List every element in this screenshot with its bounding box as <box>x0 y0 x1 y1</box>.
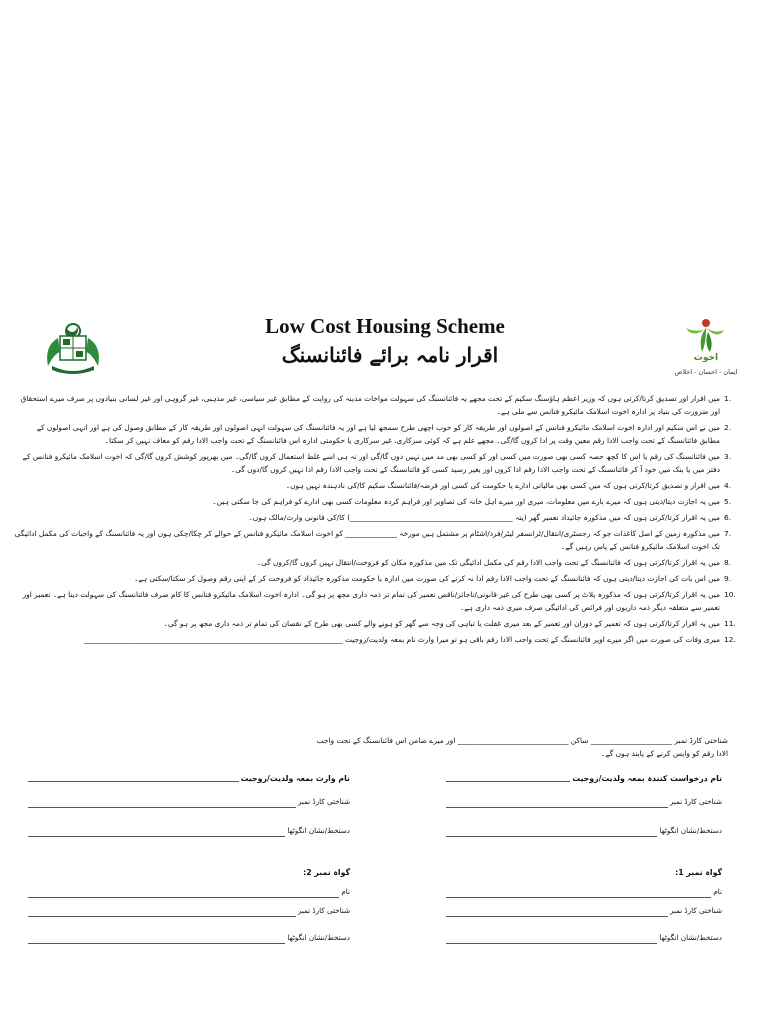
witness1-heading: گواہ نمبر 1: <box>675 868 722 877</box>
heir-signature-block <box>28 772 350 849</box>
clause-item <box>14 633 746 646</box>
clause-item <box>14 617 746 630</box>
applicant-cnic-field[interactable] <box>446 798 668 808</box>
clause-number: 10. <box>724 590 736 599</box>
witness1-cnic-label: شناختی کارڈ نمبر <box>669 906 722 915</box>
applicant-heading: نام درخواست کنندہ بمعہ ولدیت/زوجیت <box>572 774 722 783</box>
witness2-heading: گواہ نمبر 2: <box>303 868 350 877</box>
witness1-cnic-field[interactable] <box>446 907 668 917</box>
witness1-name-label: نام <box>713 887 722 896</box>
clause-number: 11. <box>724 619 736 628</box>
clause-text: میں یہ اقرار کرتا/کرتی ہوں کہ مذکورہ پلاٹ پر کسی بھی طرح کی غیر قانونی/ناجائز/ناقص تعمیر کی تمام تر ذمہ داری مجھ پر ہو گی۔ ادارہ اخوت اسلامک مائیکرو فنانس کا کام صرف فائنانسنگ کی سہولت دینا ہے۔ تعمیر اور تعمیر سے متعلقہ دیگر ذمہ داریوں اور فرائض کی ادائیگی صرف میری ذمہ داری ہے۔ <box>22 590 720 612</box>
heir-cnic-label: شناختی کارڈ نمبر <box>297 797 350 806</box>
clause-item <box>14 421 746 447</box>
heir-sign-field[interactable] <box>28 827 285 837</box>
clause-text: میں اقرار و تصدیق کرتا/کرتی ہوں کہ میں کسی بھی مالیاتی ادارے یا حکومت کی کسی اور قرضہ/فائنانسنگ سکیم کا/کی نادہندہ نہیں ہوں۔ <box>285 481 720 490</box>
clause-number: 9. <box>724 574 732 583</box>
clause-number: 5. <box>724 497 732 506</box>
clause-item <box>14 511 746 524</box>
clause-text: میں نے اس سکیم اور ادارہ اخوت اسلامک مائیکرو فنانس کے اصولوں اور طریقہ کار کو خوب اچھی طرح سمجھ لیا ہے اور یہ فائنانسنگ کی سہولت انہی اصولوں اور طریقہ کار کے مطابق وصول کی ہے اور انہی اصولوں کے مطابق فائنانسنگ کے تحت واجب الادا رقم معین وقت پر ادا کروں گا/گی۔ مجھے علم ہے کہ کوئی سرکاری، غیر سرکاری یا حکومتی ادارہ اس فائنانسنگ کے تحت واجب الادا رقم کو معاف نہیں کر سکتا۔ <box>36 423 720 445</box>
clause-item <box>14 556 746 569</box>
clause-text: میں یہ اقرار کرتا/کرتی ہوں کہ میں مذکورہ جائیداد تعمیر گھر (پتہ ____________________________________________) کا/کی قانونی وارث/مالک ہوں۔ <box>248 513 720 522</box>
clause-number: 6. <box>724 513 732 522</box>
witness1-name-field[interactable] <box>446 888 711 898</box>
clause-number: 8. <box>724 558 732 567</box>
clause-text: میری وفات کی صورت میں اگر میرے اوپر فائنانسنگ کے تحت واجب الادا رقم باقی ہو تو میرا وارث نام بمعہ ولدیت/زوجیت ______________________________________________________________________ <box>84 635 720 644</box>
heir-name-field[interactable] <box>28 772 239 782</box>
page-subtitle: اقرار نامہ برائے فائنانسنگ <box>281 343 499 367</box>
witness2-name-field[interactable] <box>28 888 339 898</box>
witness2-cnic-field[interactable] <box>28 907 296 917</box>
witness1-sign-field[interactable] <box>446 934 657 944</box>
witness1-signature-block <box>446 866 722 956</box>
applicant-sign-field[interactable] <box>446 827 657 837</box>
heir-heading: نام وارث بمعہ ولدیت/زوجیت <box>240 774 350 783</box>
witness2-cnic-label: شناختی کارڈ نمبر <box>297 906 350 915</box>
witness2-sign-field[interactable] <box>28 934 285 944</box>
clause-list <box>14 392 746 649</box>
government-emblem-icon <box>38 318 108 376</box>
clause-text: میں اس بات کی اجازت دیتا/دیتی ہوں کہ فائنانسنگ کے تحت واجب الادا رقم ادا نہ کرنے کی صورت میں ادارہ یا حکومت مذکورہ جائیداد کو فروخت کر کے اپنی رقم وصول کر سکتا/سکتی ہے۔ <box>134 574 720 583</box>
akhuwat-logo <box>666 316 746 384</box>
clause-text: میں اقرار اور تصدیق کرتا/کرتی ہوں کہ وزیر اعظم ہاؤسنگ سکیم کے تحت مجھے یہ فائنانسنگ کی سہولت مواخات مدینہ کی روایت کے مطابق غیر سیاسی، غیر مذہبی، غیر گروہی اور غیر لسانی بنیادوں پر صرف میرے استحقاق اور ضرورت کی بنیاد پر ادارہ اخوت اسلامک مائیکرو فنانس سے ملی ہے۔ <box>20 394 720 416</box>
applicant-sign-label: دستخط/نشان انگوٹھا <box>659 826 722 835</box>
clause-item <box>14 572 746 585</box>
witness2-name-label: نام <box>341 887 350 896</box>
continuation-line: شناختی کارڈ نمبر ______________________ ساکن ______________________________ اور میرے ضامن اس فائنانسنگ کے تحت واجب <box>316 736 728 745</box>
heir-cnic-field[interactable] <box>28 798 296 808</box>
applicant-cnic-label: شناختی کارڈ نمبر <box>669 797 722 806</box>
clause-item <box>14 527 746 553</box>
clause-item <box>14 392 746 418</box>
clause-number: 1. <box>724 394 732 403</box>
clause-text: میں یہ اجازت دیتا/دیتی ہوں کہ میرے بارے میں معلومات، میری اور میرے اہل خانہ کی تصاویر اور فراہم کردہ معلومات کسی بھی ادارے کو فراہم کی جا سکتی ہیں۔ <box>212 497 720 506</box>
org-tagline: ایمان - احسان - اخلاص <box>674 368 738 376</box>
clause-number: 12. <box>724 635 736 644</box>
witness1-sign-label: دستخط/نشان انگوٹھا <box>659 933 722 942</box>
clause-number: 7. <box>724 529 732 538</box>
page-title: Low Cost Housing Scheme <box>265 314 505 338</box>
clause-item <box>14 479 746 492</box>
clause-number: 4. <box>724 481 732 490</box>
clause-text: میں یہ اقرار کرتا/کرتی ہوں کہ تعمیر کے دوران اور تعمیر کے بعد میری غفلت یا تباہی کی وجہ سے گھر کو ہونے والے کسی بھی طرح کے نقصان کی تمام تر ذمہ داری مجھ پر ہو گی۔ <box>163 619 720 628</box>
clause-text: میں یہ اقرار کرتا/کرتی ہوں کہ فائنانسنگ کے تحت واجب الادا رقم کی مکمل ادائیگی تک میں مذکورہ مکان کو فروخت/انتقال نہیں کروں گا/کروں گی۔ <box>256 558 720 567</box>
clause-number: 3. <box>724 452 732 461</box>
clause-item <box>14 588 746 614</box>
clause-text: میں مذکورہ زمین کے اصل کاغذات جو کہ رجسٹری/انتقال/ٹرانسفر لیٹر/فرد/اشٹام پر مشتمل ہیں مورخہ ______________ کو اخوت اسلامک مائیکرو فنانس کے حوالے کر چکا/چکی ہوں اور یہ فائنانسنگ کے واجبات کی مکمل ادائیگی تک اخوت اسلامک مائیکرو فنانس کے پاس رہیں گے۔ <box>14 529 720 551</box>
witness2-signature-block <box>28 866 350 956</box>
clause-number: 2. <box>724 423 732 432</box>
org-name: اخوت <box>693 353 719 363</box>
clause-text: میں فائنانسنگ کی رقم یا اس کا کچھ حصہ کسی بھی صورت میں کسی اور کو کسی بھی مد میں نہیں دوں گا/گی اور نہ ہی اسے غلط استعمال کروں گا/گی۔ میں بھرپور کوشش کروں گا/گی کہ اخوت اسلامک مائیکرو فنانس کے دفتر میں یا بنک میں خود آ کر فائنانسنگ کے تحت واجب الادا رقم ادا کروں اور بغیر رسید کسی کو فائنانسنگ کے تحت واجب الادا رقم ادا نہیں کروں گا/دوں گی۔ <box>22 452 720 474</box>
applicant-signature-block <box>446 772 722 849</box>
applicant-name-field[interactable] <box>446 772 570 782</box>
leaf-people-icon <box>666 316 746 354</box>
witness2-sign-label: دستخط/نشان انگوٹھا <box>287 933 350 942</box>
clause-item <box>14 450 746 476</box>
heir-sign-label: دستخط/نشان انگوٹھا <box>287 826 350 835</box>
continuation-line: الادا رقم کو واپس کرنے کے پابند ہوں گے۔ <box>601 749 728 758</box>
clause-item <box>14 495 746 508</box>
clause-12-continuation <box>38 734 728 760</box>
